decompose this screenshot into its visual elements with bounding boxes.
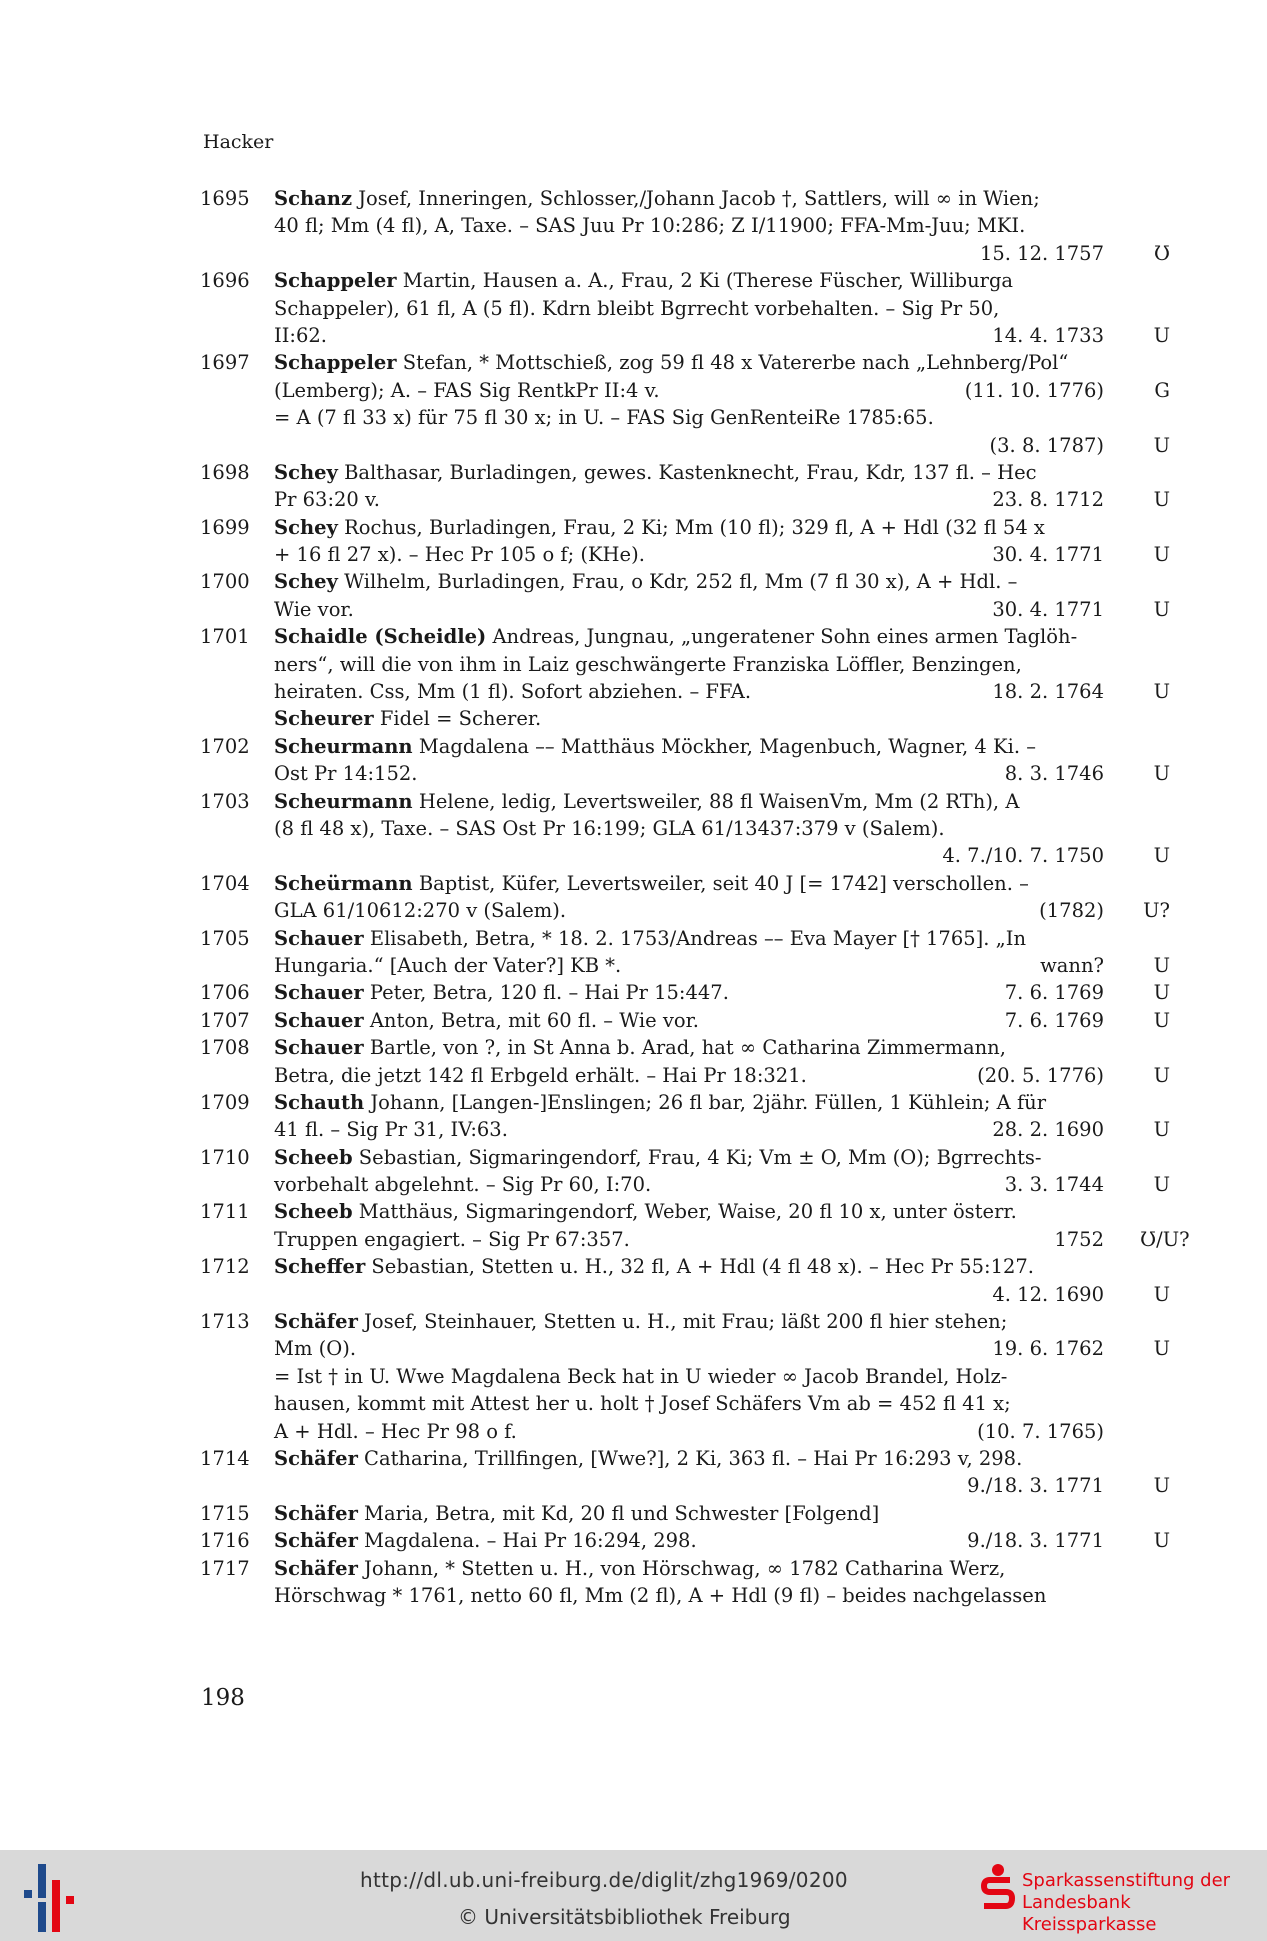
register-entry xyxy=(200,1198,1190,1253)
entry-body-text: heiraten. Css, Mm (1 fl). Sofort abziehen. – FFA. xyxy=(274,680,752,704)
register-entry xyxy=(200,1007,1170,1034)
entry-line xyxy=(274,651,1140,678)
entry-line xyxy=(274,1445,1140,1472)
entry-date: 8. 3. 1746 xyxy=(1004,762,1104,786)
entry-line-text xyxy=(274,212,1025,239)
entry-line-text xyxy=(274,1390,1011,1417)
entry-body-text: Bartle, von ?, in St Anna b. Arad, hat ∞ Catharina Zimmermann, xyxy=(363,1036,1006,1060)
entry-line-text xyxy=(274,788,1019,815)
entry-number: 1695 xyxy=(200,187,250,210)
entry-line xyxy=(274,1089,1140,1116)
destination-code: U xyxy=(1153,488,1170,512)
entry-line-text xyxy=(274,322,327,349)
entry-line xyxy=(274,842,1170,869)
destination-code: U? xyxy=(1143,899,1170,923)
entry-body-text: Catharina, Trillfingen, [Wwe?], 2 Ki, 363 fl. – Hai Pr 16:293 v, 298. xyxy=(357,1446,1023,1470)
entry-body-text: Elisabeth, Betra, * 18. 2. 1753/Andreas –– Eva Mayer [† 1765]. „In xyxy=(363,926,1027,950)
entry-line xyxy=(274,705,1140,732)
entry-body-text: hausen, kommt mit Attest her u. holt † Josef Schäfers Vm ab = 452 fl 41 x; xyxy=(274,1392,1011,1416)
sparkasse-s-logo-icon xyxy=(980,1862,1016,1912)
entry-line xyxy=(274,459,1140,486)
register-entry xyxy=(200,1089,1170,1144)
destination-code: U xyxy=(1153,680,1170,704)
surname: Schaidle (Scheidle) xyxy=(274,625,487,649)
entry-line-text xyxy=(274,1445,1022,1472)
entry-body-text: (Lemberg); A. – FAS Sig RentkPr II:4 v. xyxy=(274,378,660,402)
entry-date: 4. 12. 1690 xyxy=(992,1282,1104,1306)
register-entry xyxy=(200,979,1170,1006)
entry-line xyxy=(274,925,1140,952)
entry-date: 9./18. 3. 1771 xyxy=(967,1474,1104,1498)
entry-line xyxy=(274,1144,1140,1171)
entry-line-text xyxy=(274,1226,630,1253)
document-url[interactable]: http://dl.ub.uni-freiburg.de/diglit/zhg1969/0200 xyxy=(360,1868,848,1892)
entry-body-text: = Ist † in U. Wwe Magdalena Beck hat in U wieder ∞ Jacob Brandel, Holz- xyxy=(274,1364,1008,1388)
entry-line xyxy=(274,623,1140,650)
entry-number: 1702 xyxy=(200,734,250,758)
register-entry xyxy=(200,1527,1170,1554)
destination-code: U xyxy=(1153,762,1170,786)
register-entry xyxy=(200,925,1170,980)
register-entry xyxy=(200,514,1170,569)
entry-line-text xyxy=(274,1034,1006,1061)
entry-body-text: Balthasar, Burladingen, gewes. Kastenknecht, Frau, Kdr, 137 fl. – Hec xyxy=(337,460,1037,484)
entry-body-text: 40 fl; Mm (4 fl), A, Taxe. – SAS Juu Pr 10:286; Z I/11900; FFA-Mm-Juu; MKI. xyxy=(274,214,1026,238)
entry-line-text xyxy=(274,705,541,732)
entry-line xyxy=(274,185,1140,212)
destination-code: U xyxy=(1153,323,1170,347)
entry-body-text: Wie vor. xyxy=(274,597,354,621)
entry-number: 1701 xyxy=(200,625,250,649)
destination-code: U xyxy=(1153,543,1170,567)
entry-line-text xyxy=(274,1116,508,1143)
entry-line xyxy=(274,541,1170,568)
register-entry xyxy=(200,349,1170,459)
entry-date: 18. 2. 1764 xyxy=(992,680,1104,704)
entry-line xyxy=(274,788,1140,815)
entry-date: 9./18. 3. 1771 xyxy=(967,1529,1104,1553)
entry-line-text xyxy=(274,623,1077,650)
entry-line-text xyxy=(274,267,1013,294)
surname: Scheurmann xyxy=(274,734,413,758)
entry-line-text xyxy=(274,295,999,322)
entry-body-text: Josef, Steinhauer, Stetten u. H., mit Frau; läßt 200 fl hier stehen; xyxy=(357,1310,1008,1334)
destination-code: Ʊ/U? xyxy=(1140,1227,1190,1251)
entry-line xyxy=(274,760,1170,787)
register-entry xyxy=(200,459,1170,514)
entry-line xyxy=(274,1582,1140,1609)
entry-line xyxy=(274,212,1140,239)
surname: Schey xyxy=(274,570,338,594)
register-entry xyxy=(200,1308,1170,1445)
entry-line xyxy=(274,1390,1140,1417)
entry-number: 1717 xyxy=(200,1556,250,1580)
entry-number: 1698 xyxy=(200,460,250,484)
entry-line xyxy=(274,678,1170,705)
entry-line xyxy=(274,1007,1170,1034)
entry-date: wann? xyxy=(1040,953,1104,977)
entry-line xyxy=(274,514,1140,541)
entry-line xyxy=(274,1198,1140,1225)
entry-date: 30. 4. 1771 xyxy=(992,597,1104,621)
sponsor-text xyxy=(1022,1870,1267,1936)
surname: Schauer xyxy=(274,926,364,950)
entry-number: 1697 xyxy=(200,351,250,375)
ub-freiburg-logo-icon xyxy=(16,1856,86,1936)
entry-line-text xyxy=(274,404,934,431)
register-entry xyxy=(200,623,1170,733)
surname: Schey xyxy=(274,515,338,539)
entry-line-text xyxy=(274,651,1022,678)
destination-code: U xyxy=(1153,1118,1170,1142)
entry-line-text xyxy=(274,1335,356,1362)
entry-line xyxy=(274,1062,1170,1089)
surname: Schauth xyxy=(274,1090,365,1114)
surname: Scheffer xyxy=(274,1255,366,1279)
surname: Schauer xyxy=(274,1008,364,1032)
entry-line xyxy=(274,952,1170,979)
entry-body-text: Wilhelm, Burladingen, Frau, o Kdr, 252 fl, Mm (7 fl 30 x), A + Hdl. – xyxy=(337,570,1018,594)
entry-line xyxy=(274,377,1170,404)
destination-code: U xyxy=(1153,1173,1170,1197)
entry-body-text: Johann, [Langen-]Enslingen; 26 fl bar, 2jähr. Füllen, 1 Kühlein; A für xyxy=(364,1090,1047,1114)
surname: Schauer xyxy=(274,981,364,1005)
entry-line xyxy=(274,1363,1140,1390)
entry-line-text xyxy=(274,349,1068,376)
entry-line-text xyxy=(274,815,945,842)
entry-body-text: Stefan, * Mottschieß, zog 59 fl 48 x Vatererbe nach „Lehnberg/Pol“ xyxy=(396,351,1069,375)
entry-body-text: Hörschwag * 1761, netto 60 fl, Mm (2 fl), A + Hdl (9 fl) – beides nachgelassen xyxy=(274,1583,1047,1607)
entry-line xyxy=(274,486,1170,513)
entry-line-text xyxy=(274,870,1029,897)
destination-code: U xyxy=(1153,1008,1170,1032)
register-entry xyxy=(200,1253,1170,1308)
surname: Scheürmann xyxy=(274,871,413,895)
entry-line xyxy=(274,404,1140,431)
entry-line-text xyxy=(274,1198,1017,1225)
surname: Schey xyxy=(274,460,338,484)
entry-body-text: Helene, ledig, Levertsweiler, 88 fl WaisenVm, Mm (2 RTh), A xyxy=(412,789,1020,813)
entry-line xyxy=(274,1418,1140,1445)
entry-date: 3. 3. 1744 xyxy=(1004,1173,1104,1197)
entry-list xyxy=(200,185,1190,1609)
register-entry xyxy=(200,185,1170,267)
entry-body-text: (8 fl 48 x), Taxe. – SAS Ost Pr 16:199; GLA 61/13437:379 v (Salem). xyxy=(274,816,945,840)
entry-body-text: Anton, Betra, mit 60 fl. – Wie vor. xyxy=(363,1008,699,1032)
surname: Schauer xyxy=(274,1036,364,1060)
entry-line-text xyxy=(274,952,621,979)
register-entry xyxy=(200,1555,1140,1610)
entry-date: 7. 6. 1769 xyxy=(1004,981,1104,1005)
entry-line xyxy=(274,1472,1170,1499)
entry-date: 28. 2. 1690 xyxy=(992,1118,1104,1142)
entry-date: 30. 4. 1771 xyxy=(992,543,1104,567)
surname: Schäfer xyxy=(274,1556,358,1580)
entry-line-text xyxy=(274,678,751,705)
entry-number: 1704 xyxy=(200,871,250,895)
entry-body-text: Matthäus, Sigmaringendorf, Weber, Waise, 20 fl 10 x, unter österr. xyxy=(352,1200,1017,1224)
entry-line xyxy=(274,1116,1170,1143)
entry-body-text: Peter, Betra, 120 fl. – Hai Pr 15:447. xyxy=(363,981,729,1005)
entry-number: 1705 xyxy=(200,926,250,950)
entry-number: 1716 xyxy=(200,1529,250,1553)
entry-body-text: Betra, die jetzt 142 fl Erbgeld erhält. – Hai Pr 18:321. xyxy=(274,1063,807,1087)
entry-date: 15. 12. 1757 xyxy=(979,241,1104,265)
entry-line xyxy=(274,1335,1170,1362)
entry-date: 1752 xyxy=(1054,1227,1104,1251)
entry-line-text xyxy=(274,925,1026,952)
sponsor-line-1: Sparkassenstiftung der xyxy=(1022,1870,1231,1891)
entry-line-text xyxy=(274,760,417,787)
entry-line xyxy=(274,1281,1170,1308)
entry-line-text xyxy=(274,1308,1007,1335)
destination-code: U xyxy=(1153,844,1170,868)
surname: Schäfer xyxy=(274,1310,358,1334)
entry-line xyxy=(274,870,1140,897)
entry-line xyxy=(274,897,1170,924)
entry-line-text xyxy=(274,1253,1034,1280)
entry-date: 4. 7./10. 7. 1750 xyxy=(942,844,1104,868)
entry-line-text xyxy=(274,541,645,568)
surname: Scheurer xyxy=(274,707,374,731)
entry-body-text: Pr 63:20 v. xyxy=(274,488,380,512)
entry-date: (1782) xyxy=(1039,899,1104,923)
entry-line xyxy=(274,568,1140,595)
surname: Scheurmann xyxy=(274,789,413,813)
entry-number: 1713 xyxy=(200,1310,250,1334)
destination-code: U xyxy=(1153,597,1170,621)
entry-line-text xyxy=(274,596,354,623)
entry-line-text xyxy=(274,1144,1042,1171)
copyright-notice: © Universitätsbibliothek Freiburg xyxy=(458,1905,791,1929)
entry-line xyxy=(274,240,1170,267)
entry-line xyxy=(274,733,1140,760)
entry-line-text xyxy=(274,1418,517,1445)
entry-line xyxy=(274,596,1170,623)
entry-line xyxy=(274,815,1140,842)
entry-date: (10. 7. 1765) xyxy=(977,1419,1104,1443)
entry-line-text xyxy=(274,979,729,1006)
surname: Schäfer xyxy=(274,1446,358,1470)
entry-line-text xyxy=(274,1555,1005,1582)
entry-line xyxy=(274,1527,1170,1554)
entry-line-text xyxy=(274,1363,1007,1390)
entry-line xyxy=(274,349,1140,376)
entry-body-text: Fidel = Scherer. xyxy=(373,707,542,731)
entry-body-text: A + Hdl. – Hec Pr 98 o f. xyxy=(274,1419,517,1443)
entry-body-text: Ost Pr 14:152. xyxy=(274,762,418,786)
entry-line xyxy=(274,979,1170,1006)
register-entry xyxy=(200,733,1170,788)
entry-body-text: Johann, * Stetten u. H., von Hörschwag, ∞ 1782 Catharina Werz, xyxy=(357,1556,1006,1580)
destination-code: U xyxy=(1153,1063,1170,1087)
entry-line-text xyxy=(274,514,1045,541)
entry-line xyxy=(274,1226,1190,1253)
entry-body-text: Baptist, Küfer, Levertsweiler, seit 40 J [= 1742] verschollen. – xyxy=(412,871,1029,895)
entry-line xyxy=(274,322,1170,349)
entry-date: (11. 10. 1776) xyxy=(964,378,1104,402)
entry-body-text: Maria, Betra, mit Kd, 20 fl und Schwester [Folgend] xyxy=(357,1501,880,1525)
entry-line-text xyxy=(274,377,660,404)
entry-line xyxy=(274,295,1140,322)
entry-date: 14. 4. 1733 xyxy=(992,323,1104,347)
destination-code: U xyxy=(1153,433,1170,457)
entry-body-text: Sebastian, Sigmaringendorf, Frau, 4 Ki; Vm ± O, Mm (O); Bgrrechts- xyxy=(352,1145,1042,1169)
entry-body-text: GLA 61/10612:270 v (Salem). xyxy=(274,899,567,923)
entry-body-text: ners“, will die von ihm in Laiz geschwängerte Franziska Löffler, Benzingen, xyxy=(274,652,1022,676)
entry-line-text xyxy=(274,185,1040,212)
register-entry xyxy=(200,1445,1170,1500)
surname: Scheeb xyxy=(274,1200,353,1224)
entry-number: 1708 xyxy=(200,1036,250,1060)
entry-body-text: Andreas, Jungnau, „ungeratener Sohn eines armen Taglöh- xyxy=(486,625,1078,649)
page-number: 198 xyxy=(201,1685,245,1711)
entry-line-text xyxy=(274,568,1017,595)
entry-line-text xyxy=(274,1007,699,1034)
entry-line xyxy=(274,267,1140,294)
entry-line-text xyxy=(274,1089,1046,1116)
entry-number: 1715 xyxy=(200,1501,250,1525)
destination-code: U xyxy=(1153,953,1170,977)
entry-body-text: Schappeler), 61 fl, A (5 fl). Kdrn bleibt Bgrrecht vorbehalten. – Sig Pr 50, xyxy=(274,296,1000,320)
surname: Schappeler xyxy=(274,351,397,375)
entry-number: 1706 xyxy=(200,981,250,1005)
entry-line-text xyxy=(274,459,1037,486)
entry-line-text xyxy=(274,733,1036,760)
entry-line-text xyxy=(274,486,380,513)
entry-body-text: Mm (O). xyxy=(274,1337,357,1361)
entry-line-text xyxy=(274,1500,879,1527)
entry-date: 7. 6. 1769 xyxy=(1004,1008,1104,1032)
entry-line xyxy=(274,1308,1140,1335)
register-entry xyxy=(200,1144,1170,1199)
entry-number: 1709 xyxy=(200,1090,250,1114)
register-entry xyxy=(200,870,1170,925)
entry-date: 19. 6. 1762 xyxy=(992,1337,1104,1361)
entry-line-text xyxy=(274,1171,651,1198)
destination-code: U xyxy=(1153,1282,1170,1306)
destination-code: U xyxy=(1153,1529,1170,1553)
entry-number: 1714 xyxy=(200,1446,250,1470)
entry-number: 1696 xyxy=(200,269,250,293)
entry-number: 1703 xyxy=(200,789,250,813)
entry-line xyxy=(274,1171,1170,1198)
entry-body-text: Martin, Hausen a. A., Frau, 2 Ki (Therese Füscher, Williburga xyxy=(396,269,1014,293)
surname: Schäfer xyxy=(274,1529,358,1553)
entry-line-text xyxy=(274,1527,697,1554)
entry-line xyxy=(274,1555,1140,1582)
entry-body-text: Hungaria.“ [Auch der Vater?] KB *. xyxy=(274,953,622,977)
entry-body-text: + 16 fl 27 x). – Hec Pr 105 o f; (KHe). xyxy=(274,543,645,567)
sponsor-line-2: Landesbank Kreissparkasse xyxy=(1022,1892,1157,1935)
entry-date: 23. 8. 1712 xyxy=(992,488,1104,512)
entry-body-text: 41 fl. – Sig Pr 31, IV:63. xyxy=(274,1118,508,1142)
entry-body-text: Magdalena. – Hai Pr 16:294, 298. xyxy=(357,1529,697,1553)
entry-number: 1712 xyxy=(200,1255,250,1279)
entry-date: (3. 8. 1787) xyxy=(989,433,1104,457)
entry-body-text: Rochus, Burladingen, Frau, 2 Ki; Mm (10 fl); 329 fl, A + Hdl (32 fl 54 x xyxy=(337,515,1045,539)
destination-code: U xyxy=(1153,1337,1170,1361)
entry-body-text: Magdalena –– Matthäus Möckher, Magenbuch, Wagner, 4 Ki. – xyxy=(412,734,1036,758)
destination-code: U xyxy=(1153,981,1170,1005)
entry-body-text: Sebastian, Stetten u. H., 32 fl, A + Hdl (4 fl 48 x). – Hec Pr 55:127. xyxy=(365,1255,1035,1279)
entry-number: 1711 xyxy=(200,1200,250,1224)
entry-date: (20. 5. 1776) xyxy=(977,1063,1104,1087)
entry-line-text xyxy=(274,1582,1046,1609)
entry-line-text xyxy=(274,1062,807,1089)
entry-number: 1700 xyxy=(200,570,250,594)
destination-code: G xyxy=(1154,378,1170,402)
surname: Schanz xyxy=(274,187,353,210)
entry-number: 1699 xyxy=(200,515,250,539)
surname: Schappeler xyxy=(274,269,397,293)
register-entry xyxy=(200,1034,1170,1089)
entry-body-text: vorbehalt abgelehnt. – Sig Pr 60, I:70. xyxy=(274,1173,652,1197)
entry-line-text xyxy=(274,897,566,924)
entry-line xyxy=(274,1500,1140,1527)
register-entry xyxy=(200,1500,1140,1527)
entry-line xyxy=(274,1253,1140,1280)
entry-line xyxy=(274,432,1170,459)
register-entry xyxy=(200,788,1170,870)
register-entry xyxy=(200,568,1170,623)
surname: Schäfer xyxy=(274,1501,358,1525)
destination-code: U xyxy=(1153,1474,1170,1498)
register-entry xyxy=(200,267,1170,349)
entry-line xyxy=(274,1034,1140,1061)
entry-body-text: Truppen engagiert. – Sig Pr 67:357. xyxy=(274,1227,630,1251)
entry-number: 1710 xyxy=(200,1145,250,1169)
entry-body-text: II:62. xyxy=(274,323,327,347)
surname: Scheeb xyxy=(274,1145,353,1169)
destination-code: Ʊ xyxy=(1153,241,1170,265)
entry-body-text: Josef, Inneringen, Schlosser,/Johann Jacob †, Sattlers, will ∞ in Wien; xyxy=(352,187,1040,210)
entry-body-text: = A (7 fl 33 x) für 75 fl 30 x; in U. – FAS Sig GenRenteiRe 1785:65. xyxy=(274,406,934,430)
entry-number: 1707 xyxy=(200,1008,250,1032)
viewer-footer xyxy=(0,1850,1267,1941)
running-head: Hacker xyxy=(203,131,274,153)
